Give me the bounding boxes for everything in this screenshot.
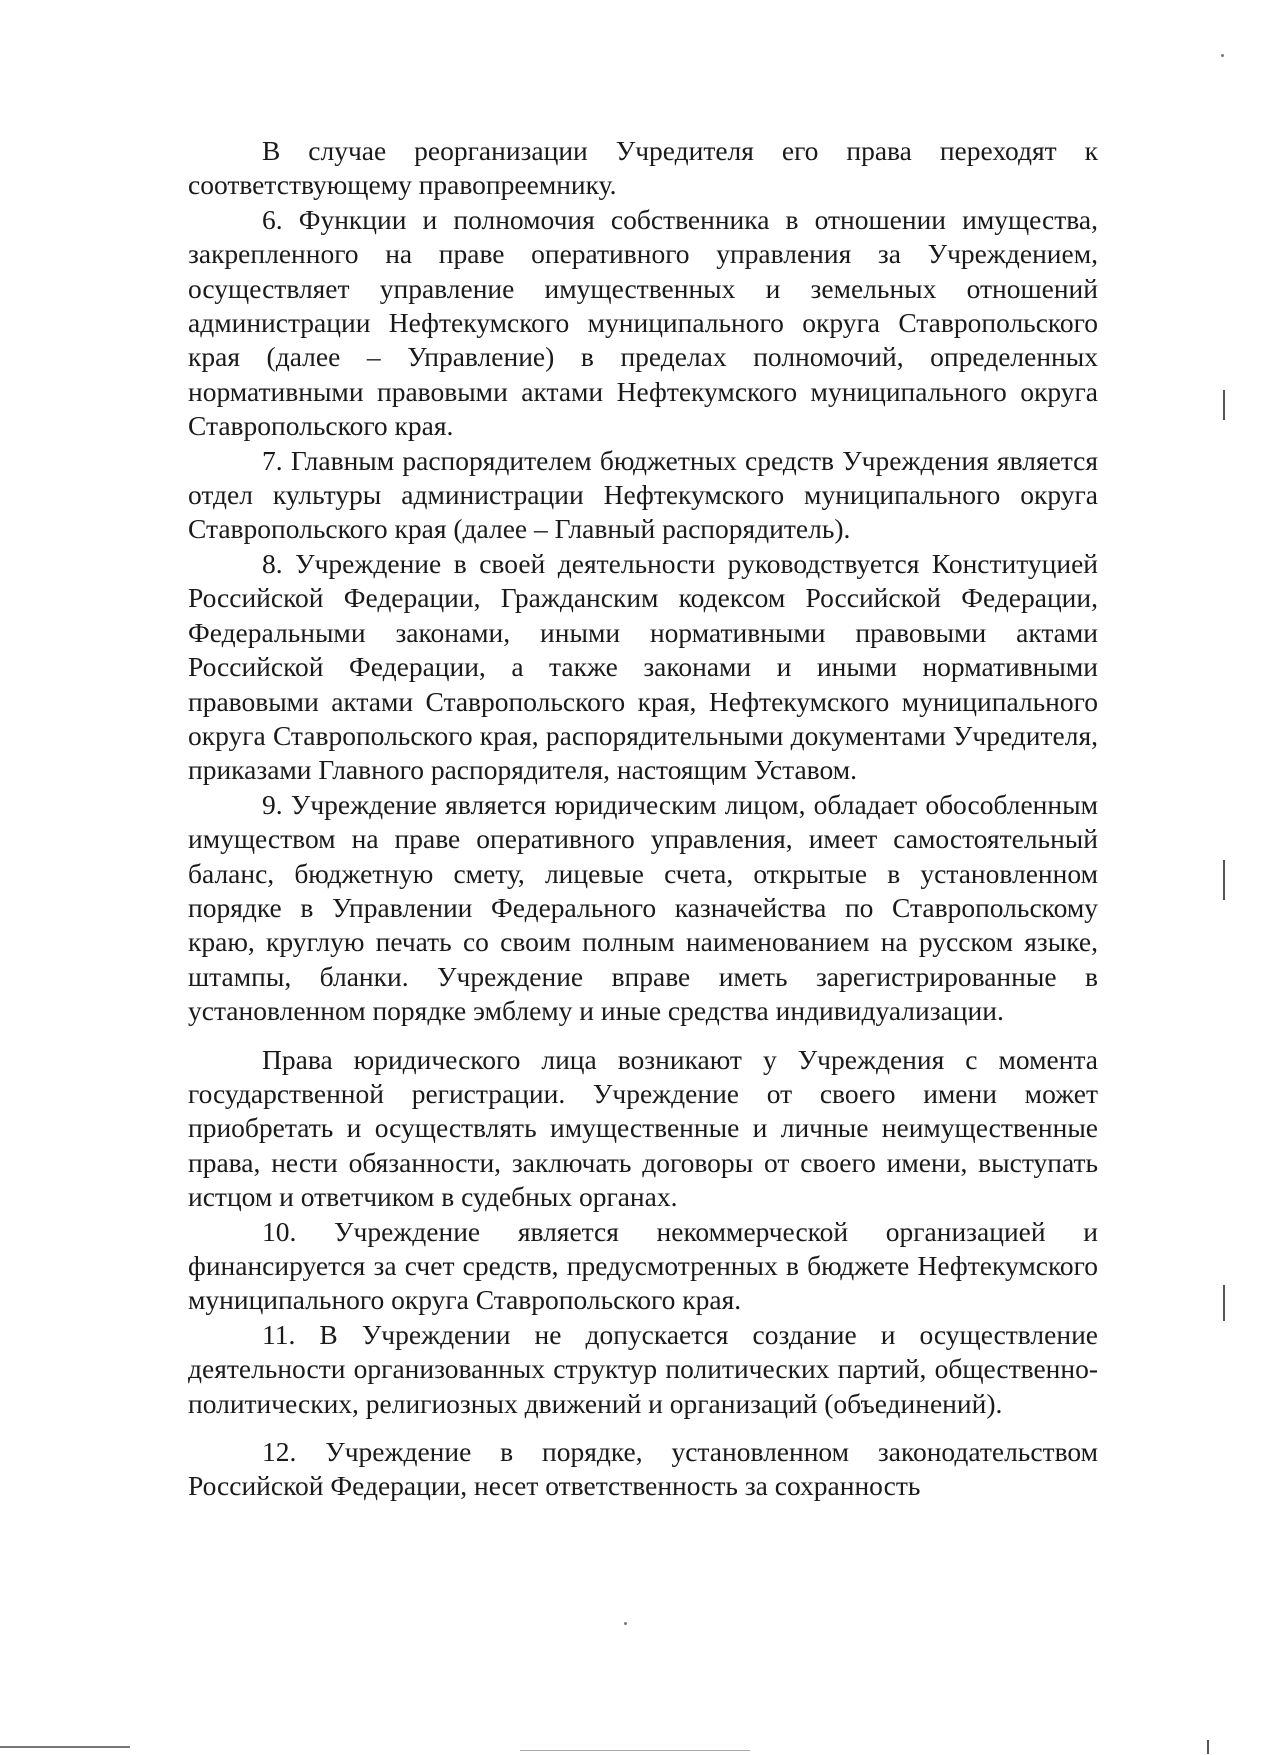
paragraph-10: 10. Учреждение является некоммерческой организацией и финансируется за счет средств, предусмотренных в бюджете Нефтекумского муниципального округа Ставропольского края. — [188, 1215, 1098, 1316]
paragraph-8: 8. Учреждение в своей деятельности руководствуется Конституцией Российской Федерации, Гражданским кодексом Российской Федерации, Федеральными законами, иными нормативными правовыми актами Российской Федерации, а также законами и иными нормативными правовыми актами Ставропольского края, Нефтекумского муниципального округа Ставропольского края, распорядительными документами Учредителя, приказами Главного распорядителя, настоящим Уставом. — [188, 547, 1098, 786]
paragraph-reorganization: В случае реорганизации Учредителя его права переходят к соответствующему правопреемнику. — [188, 135, 1098, 201]
scan-artifact-mark — [1223, 390, 1225, 420]
scan-artifact-mark — [1207, 1740, 1209, 1754]
document-body — [188, 134, 1098, 1504]
paragraph-legal-rights: Права юридического лица возникают у Учреждения с момента государственной регистрации. Учреждение от своего имени может приобретать и осуществлять имущественные и личные неимущественные права, нести обязанности, заключать договоры от своего имени, выступать истцом и ответчиком в судебных органах. — [188, 1043, 1098, 1213]
scan-artifact-line — [0, 1746, 130, 1748]
scan-artifact-mark — [1223, 1285, 1225, 1321]
scan-artifact-mark — [1223, 860, 1225, 900]
paragraph-6: 6. Функции и полномочия собственника в отношении имущества, закрепленного на праве оперативного управления за Учреждением, осуществляет управление имущественных и земельных отношений администрации Нефтекумского муниципального округа Ставропольского края (далее – Управление) в пределах полномочий, определенных нормативными правовыми актами Нефтекумского муниципального округа Ставропольского края. — [188, 203, 1098, 442]
scan-artifact-dot — [1221, 54, 1224, 57]
paragraph-7: 7. Главным распорядителем бюджетных средств Учреждения является отдел культуры администрации Нефтекумского муниципального округа Ставропольского края (далее – Главный распорядитель). — [188, 444, 1098, 545]
paragraph-9: 9. Учреждение является юридическим лицом, обладает обособленным имуществом на праве оперативного управления, имеет самостоятельный баланс, бюджетную смету, лицевые счета, открытые в установленном порядке в Управлении Федерального казначейства по Ставропольскому краю, круглую печать со своим полным наименованием на русском языке, штампы, бланки. Учреждение вправе иметь зарегистрированные в установленном порядке эмблему и иные средства индивидуализации. — [188, 788, 1098, 1027]
scan-artifact-dot — [624, 1622, 627, 1625]
paragraph-12: 12. Учреждение в порядке, установленном законодательством Российской Федерации, несет ответственность за сохранность — [188, 1436, 1098, 1502]
scan-artifact-line — [520, 1750, 750, 1751]
paragraph-11: 11. В Учреждении не допускается создание и осуществление деятельности организованных структур политических партий, общественно-политических, религиозных движений и организаций (объединений). — [188, 1318, 1098, 1419]
